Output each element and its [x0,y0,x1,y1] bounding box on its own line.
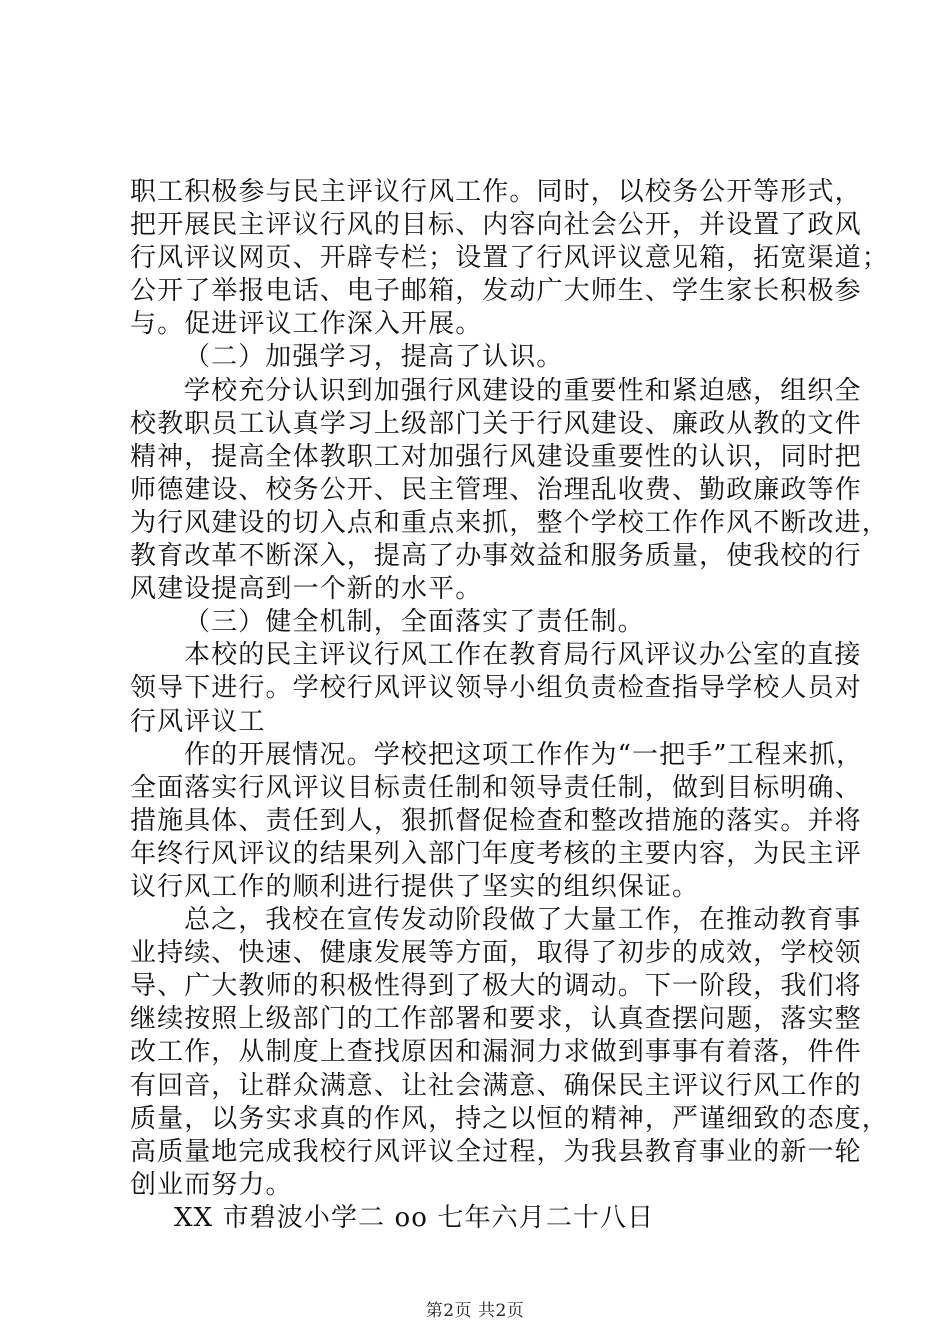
text-line: 为行风建设的切入点和重点来抓，整个学校工作作风不断改进， [130,507,889,538]
text-line: 质量，以务实求真的作风，持之以恒的精神，严谨细致的态度， [130,1103,889,1134]
text-line: 议行风工作的顺利进行提供了坚实的组织保证。 [130,871,700,902]
text-line: 总之，我校在宣传发动阶段做了大量工作，在推动教育事 [184,905,862,936]
text-line: 师德建设、校务公开、民主管理、治理乱收费、勤政廉政等作 [130,474,862,505]
text-line: 创业而努力。 [130,1169,293,1200]
text-line: （三）健全机制，全面落实了责任制。 [184,607,645,638]
text-line: 全面落实行风评议目标责任制和领导责任制，做到目标明确、 [130,772,862,803]
page-footer: 第2页 共2页 [425,1301,525,1321]
text-line: 公开了举报电话、电子邮箱，发动广大师生、学生家长积极参 [130,276,862,307]
text-line: 领导下进行。学校行风评议领导小组负责检查指导学校人员对 [130,673,862,704]
text-line: 本校的民主评议行风工作在教育局行风评议办公室的直接 [184,640,862,671]
text-line: 业持续、快速、健康发展等方面，取得了初步的成效，学校领 [130,938,862,969]
text-line: 导、广大教师的积极性得到了极大的调动。下一阶段，我们将 [130,971,862,1002]
text-line: 改工作，从制度上查找原因和漏洞力求做到事事有着落，件件 [130,1037,862,1068]
text-line: 作的开展情况。学校把这项工作作为“一把手”工程来抓， [184,739,864,770]
text-line: 风建设提高到一个新的水平。 [130,574,483,605]
text-line: 行风评议网页、开辟专栏；设置了行风评议意见箱，拓宽渠道； [130,243,889,274]
text-line: 年终行风评议的结果列入部门年度考核的主要内容，为民主评 [130,838,862,869]
text-line: 精神，提高全体教职工对加强行风建设重要性的认识，同时把 [130,441,862,472]
text-line: 继续按照上级部门的工作部署和要求，认真查摆问题，落实整 [130,1004,862,1035]
text-line: 学校充分认识到加强行风建设的重要性和紧迫感，组织全 [184,375,862,406]
text-line: 行风评议工 [130,706,266,737]
text-line: 校教职员工认真学习上级部门关于行风建设、廉政从教的文件 [130,408,862,439]
text-line: 教育改革不断深入，提高了办事效益和服务质量，使我校的行 [130,541,862,572]
document-body [130,176,889,1235]
text-line: 与。促进评议工作深入开展。 [130,309,483,340]
text-line: 职工积极参与民主评议行风工作。同时，以校务公开等形式， [130,177,862,207]
text-line: （二）加强学习，提高了认识。 [184,342,564,373]
text-line: 有回音，让群众满意、让社会满意、确保民主评议行风工作的 [130,1070,862,1101]
text-line: 把开展民主评议行风的目标、内容向社会公开，并设置了政风 [130,210,862,241]
text-line: 措施具体、责任到人，狠抓督促检查和整改措施的落实。并将 [130,805,862,836]
signature-line: XX 市碧波小学二 oo 七年六月二十八日 [174,1202,655,1233]
text-line: 高质量地完成我校行风评议全过程，为我县教育事业的新一轮 [130,1136,862,1167]
